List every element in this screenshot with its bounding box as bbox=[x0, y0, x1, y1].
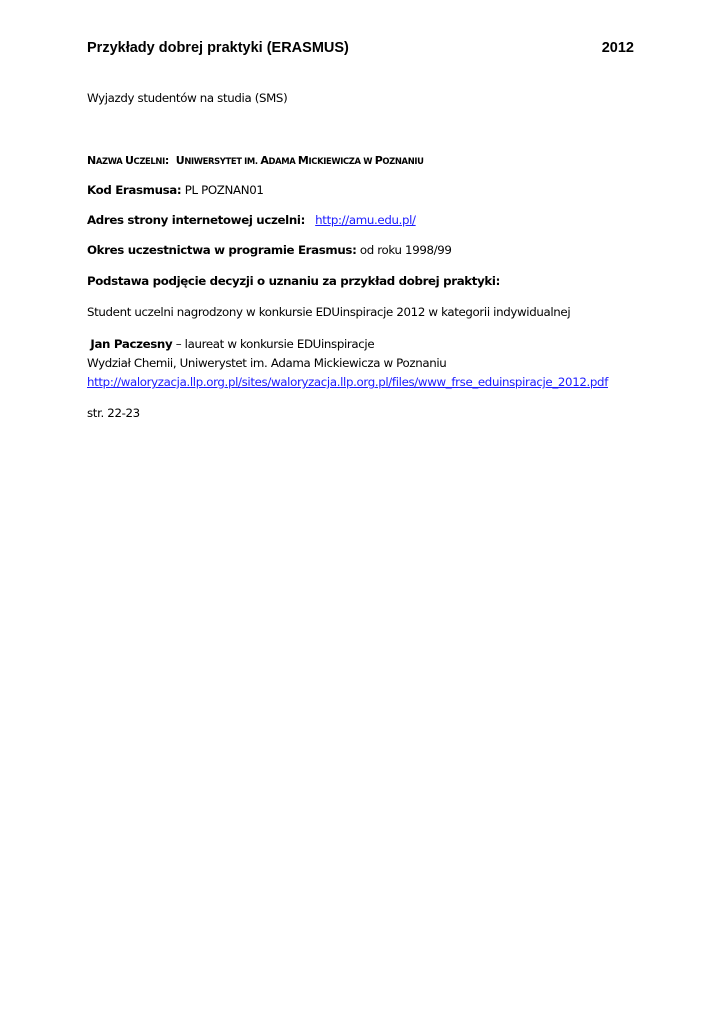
header-year: 2012 bbox=[601, 40, 634, 56]
university-name-label: NAZWA UCZELNI: bbox=[87, 154, 169, 167]
laureate-line bbox=[87, 337, 374, 352]
participation-line bbox=[87, 243, 452, 258]
laureate-description: – laureat w konkursie EDUinspiracje bbox=[172, 337, 375, 351]
university-name-line bbox=[87, 153, 424, 169]
university-name-value: UNIWERSYTET IM. ADAMA MICKIEWICZA W POZNANIU bbox=[175, 154, 424, 167]
laureate-faculty: Wydział Chemii, Uniwerystet im. Adama Mickiewicza w Poznaniu bbox=[87, 356, 447, 370]
laureate-name: Jan Paczesny bbox=[90, 337, 173, 351]
document-subtitle: Wyjazdy studentów na studia (SMS) bbox=[87, 91, 288, 105]
erasmus-code-label: Kod Erasmusa: bbox=[87, 183, 182, 197]
source-link[interactable]: http://waloryzacja.llp.org.pl/sites/waloryzacja.llp.org.pl/files/www_frse_eduinspiracje_2012.pdf bbox=[87, 375, 608, 389]
erasmus-code-line bbox=[87, 183, 264, 198]
basis-heading: Podstawa podjęcie decyzji o uznaniu za przykład dobrej praktyki: bbox=[87, 274, 500, 288]
basis-text: Student uczelni nagrodzony w konkursie EDUinspiracje 2012 w kategorii indywidualnej bbox=[87, 305, 571, 319]
source-line bbox=[87, 375, 608, 390]
website-link[interactable]: http://amu.edu.pl/ bbox=[315, 213, 416, 227]
page-header bbox=[87, 40, 634, 62]
participation-value: od roku 1998/99 bbox=[359, 243, 452, 257]
website-label: Adres strony internetowej uczelni: bbox=[87, 213, 305, 227]
page-reference: str. 22-23 bbox=[87, 406, 140, 420]
participation-label: Okres uczestnictwa w programie Erasmus: bbox=[87, 243, 357, 257]
header-title: Przykłady dobrej praktyki (ERASMUS) bbox=[87, 40, 349, 56]
website-line bbox=[87, 213, 416, 228]
erasmus-code-value: PL POZNAN01 bbox=[184, 183, 264, 197]
